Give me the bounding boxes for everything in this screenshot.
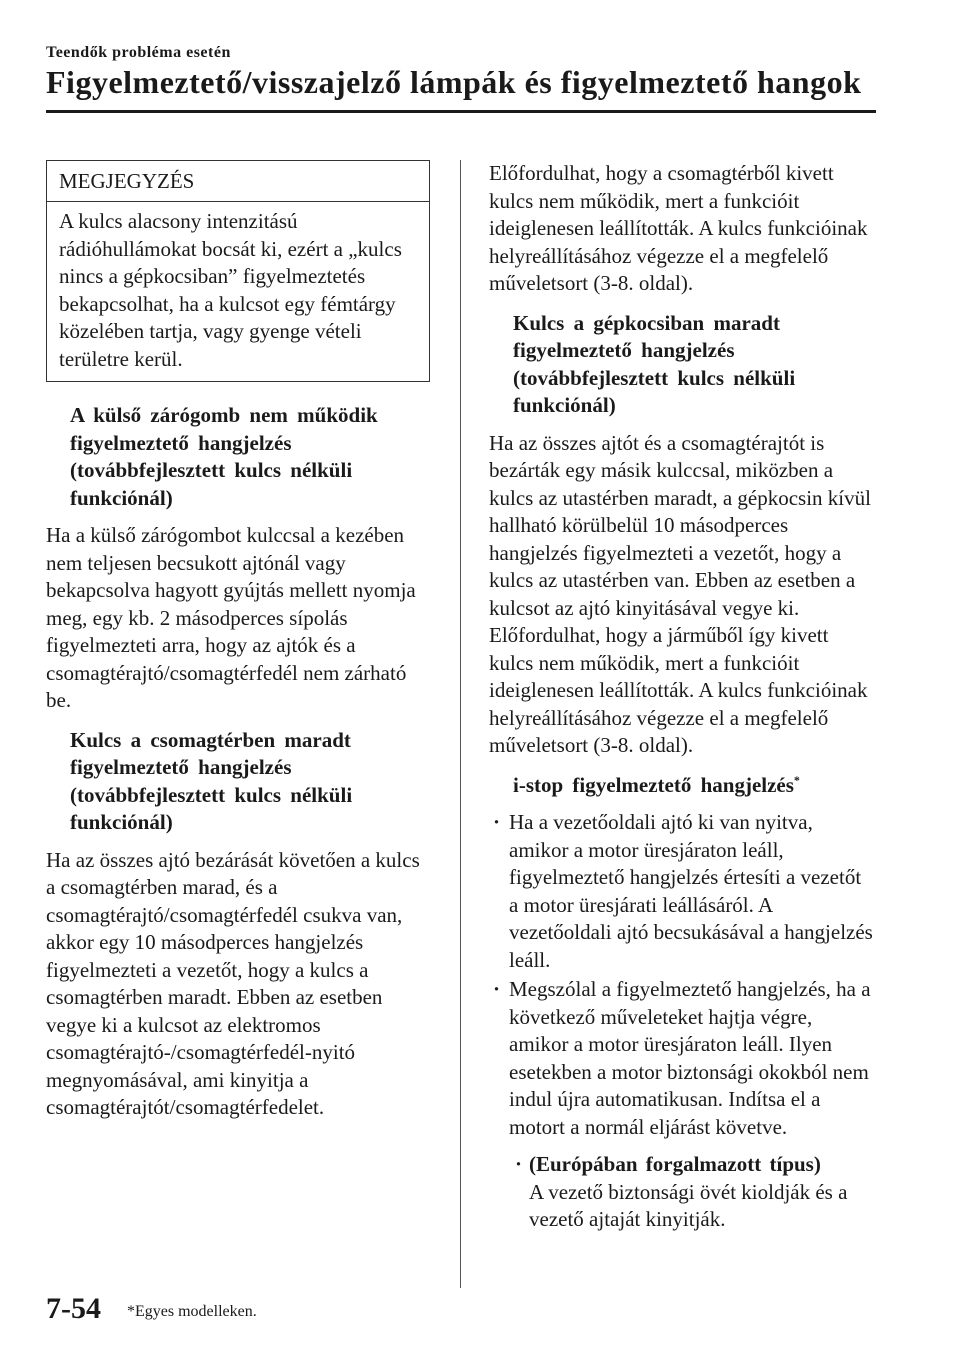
heading-outer-lock: A külső zárógomb nem működik figyelmeztető hangjelzés (továbbfejlesztett kulcs nélküli funkciónál) [70, 403, 378, 510]
note-title: MEGJEGYZÉS [47, 161, 429, 202]
section-label: Teendők probléma esetén [46, 44, 231, 61]
sub-bullet-title: · (Európában forgalmazott típus) [529, 1152, 821, 1176]
page-number: 7-54 [46, 1292, 101, 1325]
title-divider [46, 110, 876, 113]
footnote: *Egyes modelleken. [127, 1303, 257, 1320]
sub-bullet-text: A vezető biztonsági övét kioldják és a vezető ajtaját kinyitják. [529, 1179, 848, 1231]
heading-key-in-luggage: Kulcs a csomagtérben maradt figyelmeztető hangjelzés (továbbfejlesztett kulcs nélküli funkciónál) [70, 727, 353, 834]
paragraph-key-in-vehicle: Ha az összes ajtót és a csomagtérajtót is bezárták egy másik kulccsal, miközben a kulcs az utastérben maradt, a gépkocsin kívül hallható körülbelül 10 másodperces hangjelzés figyelmezteti a vezetőt, hogy a kulcs az utastérben van. Ebben az esetben a kulcsot az ajtó kinyitásával vegye ki. Előfordulhat, hogy a járműből így kivett kulcs nem működik, mert a funkcióit ideiglenesen leállították. A kulcs funkcióinak helyreállításához végezze el a megfelelő műveletsort (3-8. oldal). [489, 430, 871, 757]
heading-istop [513, 772, 875, 800]
list-item: · Ha a vezetőoldali ajtó ki van nyitva, amikor a motor üresjáraton leáll, figyelmeztető hangjelzés értesíti a vezetőt a motor üresjárati leállásáról. A vezetőoldali ajtó becsukásával a hangjelzés leáll. [489, 809, 875, 974]
paragraph-outer-lock: Ha a külső zárógombot kulccsal a kezében nem teljesen becsukott ajtónál vagy bekapcsolva hagyott gyújtás mellett nyomja meg, egy kb. 2 másodperces sípolás figyelmezteti arra, hogy az ajtók és a csomagtérajtó/csomagtérfedél nem zárható be. [46, 523, 416, 712]
heading-istop-text: i-stop figyelmeztető hangjelzés [513, 772, 794, 797]
note-body: A kulcs alacsony intenzitású rádióhullámokat bocsát ki, ezért a „kulcs nincs a gépkocsiban” figyelmeztetés bekapcsolhat, ha a kulcsot egy fémtárgy közelében tartja, vagy gyenge vételi területre kerül. [59, 209, 402, 371]
list-item: · Megszólal a figyelmeztető hangjelzés, ha a következő műveleteket hajtja végre, amikor a motor üresjáraton leáll. Ilyen esetekben a motor biztonsági okokból nem indul újra automatikusan. Indítsa el a motort a normál eljárást követve. [489, 976, 875, 1141]
page-title: Figyelmeztető/visszajelző lámpák és figyelmeztető hangok [46, 64, 862, 100]
heading-key-in-vehicle: Kulcs a gépkocsiban maradt figyelmeztető hangjelzés (továbbfejlesztett kulcs nélküli funkciónál) [513, 310, 796, 417]
sub-bullet-europe [489, 1151, 875, 1234]
left-column [46, 160, 430, 1134]
istop-bullet-list [489, 809, 875, 1141]
right-column [489, 160, 875, 1234]
paragraph-key-in-luggage: Ha az összes ajtó bezárását követően a kulcs a csomagtérben marad, és a csomagtérajtó/csomagtérfedél csukva van, akkor egy 10 másodperces hangjelzés figyelmezteti a vezetőt, hogy a kulcs a csomagtérben maradt. Ebben az esetben vegye ki a kulcsot az elektromos csomagtérajtó-/csomagtérfedél-nyitó megnyomásával, ami kinyitja a csomagtérajtót/csomagtérfedelet. [46, 847, 420, 1119]
column-divider [460, 160, 461, 1288]
paragraph-key-in-luggage-continued: Előfordulhat, hogy a csomagtérből kivett kulcs nem működik, mert a funkcióit ideiglenesen leállították. A kulcs funkcióinak helyreállításához végezze el a megfelelő műveletsort (3-8. oldal). [489, 161, 868, 295]
note-box [46, 160, 430, 382]
footnote-marker: * [793, 772, 800, 787]
